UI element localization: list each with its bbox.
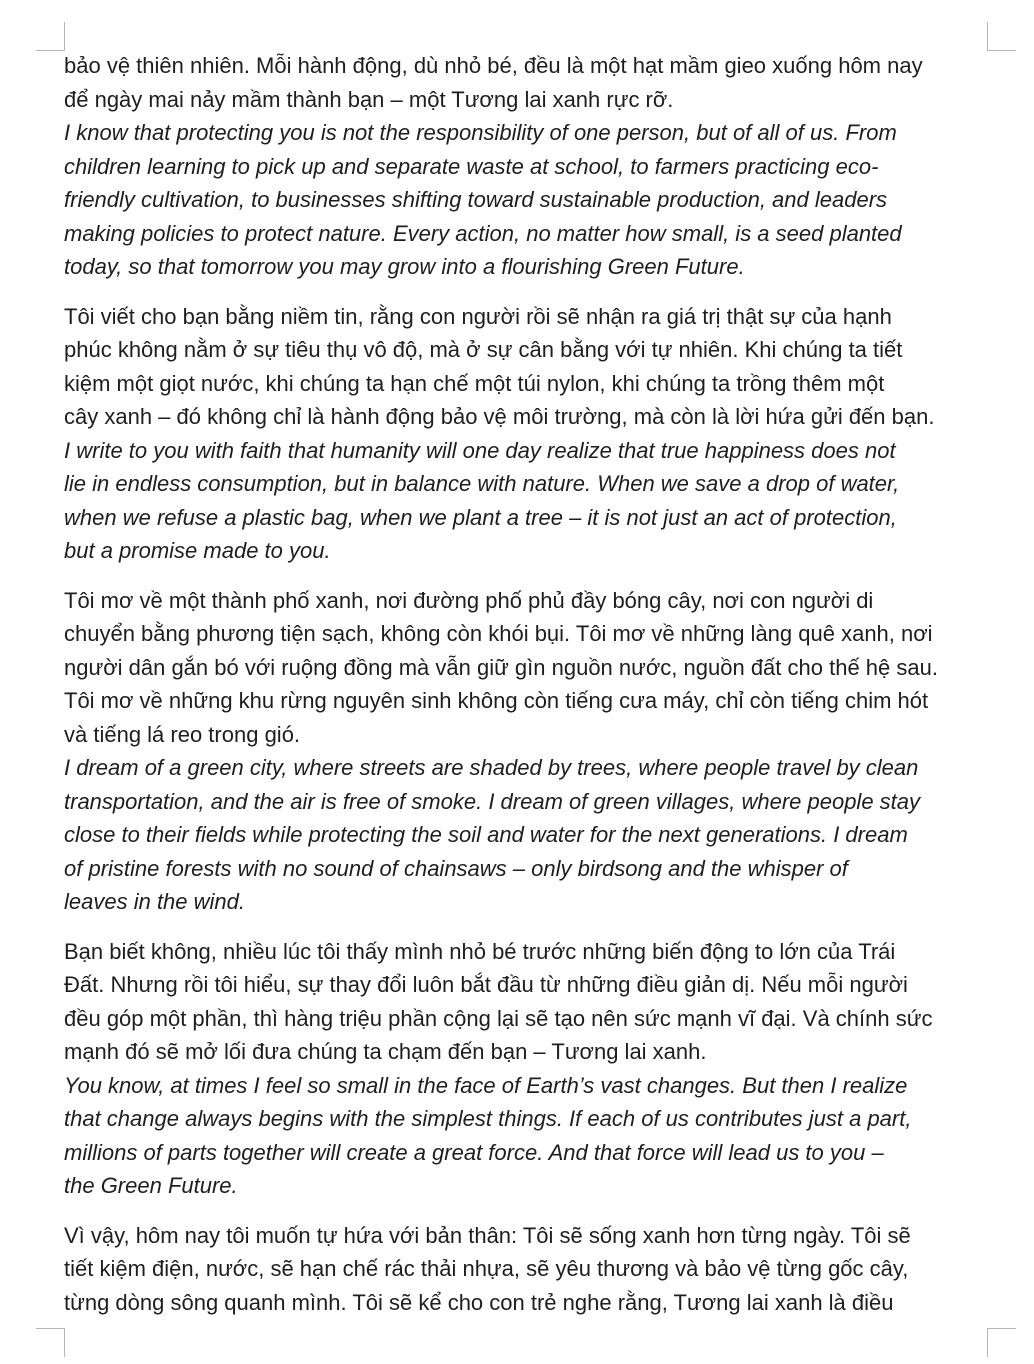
text-line: of pristine forests with no sound of chainsaws – only birdsong and the whisper of [64, 855, 848, 881]
text-line: today, so that tomorrow you may grow into a flourishing Green Future. [64, 254, 745, 279]
text-line: the Green Future. [64, 1173, 238, 1198]
text-line: tiết kiệm điện, nước, sẽ hạn chế rác thải nhựa, sẽ yêu thương và bảo vệ từng gốc cây, [64, 1256, 909, 1281]
text-line: và tiếng lá reo trong gió. [64, 721, 301, 747]
text-line: but a promise made to you. [64, 538, 331, 563]
crop-mark-bottom-left [36, 1328, 65, 1357]
text-line: millions of parts together will create a great force. And that force will lead us to you – [64, 1139, 884, 1165]
text-line: I write to you with faith that humanity will one day realize that true happiness does not [64, 437, 896, 463]
text-line: để ngày mai nảy mầm thành bạn – một Tương lai xanh rực rỡ. [64, 86, 674, 112]
paragraph-en-3 [64, 751, 999, 919]
document-body [64, 49, 999, 1319]
text-line: close to their fields while protecting the soil and water for the next generations. I dream [64, 822, 908, 847]
text-line: chuyển bằng phương tiện sạch, không còn khói bụi. Tôi mơ về những làng quê xanh, nơi [64, 621, 933, 646]
text-line: friendly cultivation, to businesses shifting toward sustainable production, and leaders [64, 187, 888, 212]
text-line: Tôi viết cho bạn bằng niềm tin, rằng con người rồi sẽ nhận ra giá trị thật sự của hạnh [64, 303, 892, 329]
text-line: lie in endless consumption, but in balance with nature. When we save a drop of water, [64, 471, 900, 496]
paragraph-vi-5 [64, 1219, 999, 1320]
text-line: kiệm một giọt nước, khi chúng ta hạn chế một túi nylon, khi chúng ta trồng thêm một [64, 370, 885, 396]
text-line: transportation, and the air is free of smoke. I dream of green villages, where people stay [64, 788, 921, 814]
crop-mark-top-left [36, 22, 65, 51]
crop-mark-bottom-right [987, 1328, 1016, 1357]
paragraph-vi-3 [64, 584, 999, 752]
paragraph-en-2 [64, 434, 999, 568]
text-line: children learning to pick up and separate waste at school, to farmers practicing eco- [64, 153, 879, 179]
paragraph-vi-4 [64, 935, 999, 1069]
text-line: Đất. Nhưng rồi tôi hiểu, sự thay đổi luôn bắt đầu từ những điều giản dị. Nếu mỗi người [64, 972, 908, 997]
text-line: Tôi mơ về những khu rừng nguyên sinh không còn tiếng cưa máy, chỉ còn tiếng chim hót [64, 688, 929, 713]
text-line: leaves in the wind. [64, 889, 245, 914]
text-line: that change always begins with the simplest things. If each of us contributes just a part, [64, 1106, 912, 1131]
text-line: đều góp một phần, thì hàng triệu phần cộng lại sẽ tạo nên sức mạnh vĩ đại. Và chính sức [64, 1005, 933, 1031]
text-line: mạnh đó sẽ mở lối đưa chúng ta chạm đến bạn – Tương lai xanh. [64, 1039, 707, 1064]
paragraph-en-4 [64, 1069, 999, 1203]
paragraph-en-1 [64, 116, 999, 284]
text-line: Vì vậy, hôm nay tôi muốn tự hứa với bản thân: Tôi sẽ sống xanh hơn từng ngày. Tôi sẽ [64, 1222, 911, 1248]
text-line: You know, at times I feel so small in the face of Earth’s vast changes. But then I realize [64, 1072, 908, 1098]
paragraph-vi-1 [64, 49, 999, 116]
text-line: bảo vệ thiên nhiên. Mỗi hành động, dù nhỏ bé, đều là một hạt mầm gieo xuống hôm nay [64, 53, 923, 78]
crop-mark-top-right [987, 22, 1016, 51]
text-line: I know that protecting you is not the responsibility of one person, but of all of us. From [64, 120, 897, 145]
paragraph-vi-2 [64, 300, 999, 434]
text-line: người dân gắn bó với ruộng đồng mà vẫn giữ gìn nguồn nước, nguồn đất cho thế hệ sau. [64, 654, 938, 680]
text-line: when we refuse a plastic bag, when we plant a tree – it is not just an act of protection, [64, 504, 897, 530]
text-line: cây xanh – đó không chỉ là hành động bảo vệ môi trường, mà còn là lời hứa gửi đến bạn. [64, 404, 935, 429]
text-line: phúc không nằm ở sự tiêu thụ vô độ, mà ở sự cân bằng với tự nhiên. Khi chúng ta tiết [64, 337, 903, 362]
text-line: Bạn biết không, nhiều lúc tôi thấy mình nhỏ bé trước những biến động to lớn của Trái [64, 938, 896, 964]
text-line: I dream of a green city, where streets are shaded by trees, where people travel by clean [64, 755, 919, 780]
text-line: từng dòng sông quanh mình. Tôi sẽ kể cho con trẻ nghe rằng, Tương lai xanh là điều [64, 1289, 894, 1315]
text-line: making policies to protect nature. Every action, no matter how small, is a seed planted [64, 220, 902, 246]
text-line: Tôi mơ về một thành phố xanh, nơi đường phố phủ đầy bóng cây, nơi con người di [64, 587, 874, 613]
